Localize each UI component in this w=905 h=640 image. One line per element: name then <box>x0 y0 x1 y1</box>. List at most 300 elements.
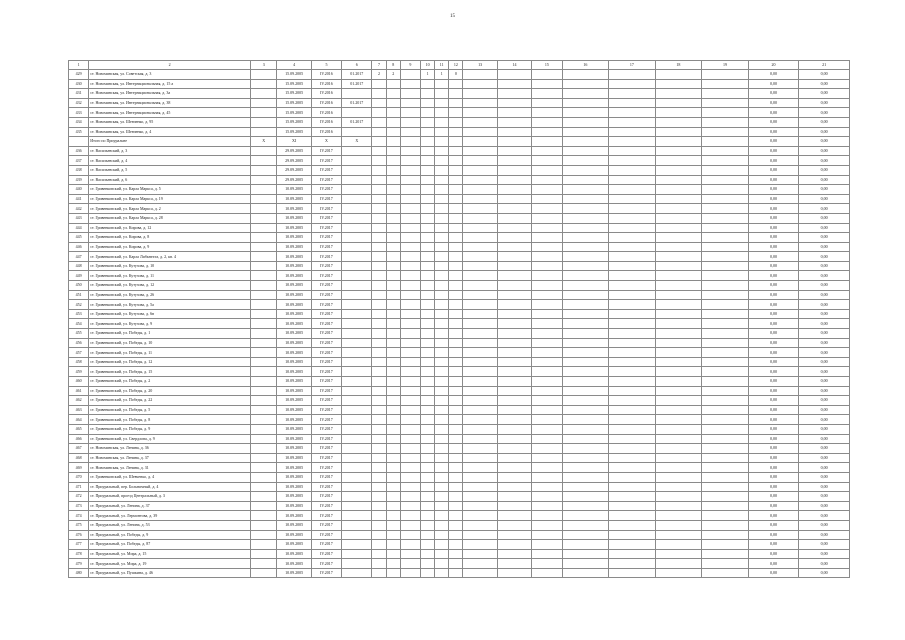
table-cell: IV.2017 <box>311 233 341 243</box>
table-cell <box>702 165 749 175</box>
table-cell: 0,00 <box>799 213 850 223</box>
table-cell <box>449 204 463 214</box>
table-cell <box>372 185 386 195</box>
table-cell <box>251 472 277 482</box>
table-cell <box>702 367 749 377</box>
table-cell <box>497 415 531 425</box>
table-cell <box>655 549 702 559</box>
table-cell: 0,00 <box>799 117 850 127</box>
table-cell <box>702 329 749 339</box>
table-cell <box>463 204 497 214</box>
table-cell <box>532 453 562 463</box>
table-cell <box>342 204 372 214</box>
table-cell <box>655 117 702 127</box>
table-cell <box>435 117 449 127</box>
table-cell <box>386 117 400 127</box>
table-row <box>69 329 850 339</box>
table-cell <box>609 194 656 204</box>
table-cell <box>342 319 372 329</box>
table-cell <box>655 127 702 137</box>
table-cell <box>609 146 656 156</box>
table-cell <box>372 309 386 319</box>
table-cell <box>435 271 449 281</box>
table-cell <box>463 396 497 406</box>
table-cell <box>609 415 656 425</box>
table-cell <box>449 348 463 358</box>
table-cell <box>342 348 372 358</box>
table-cell: 10.09.2005 <box>277 463 311 473</box>
table-cell: 0,00 <box>799 444 850 454</box>
table-cell <box>400 492 420 502</box>
table-cell: 0,00 <box>748 261 799 271</box>
table-cell: 439 <box>69 175 89 185</box>
table-row <box>69 300 850 310</box>
table-cell: 460 <box>69 377 89 387</box>
table-cell <box>463 424 497 434</box>
table-cell <box>435 472 449 482</box>
table-cell <box>562 444 609 454</box>
table-cell <box>562 79 609 89</box>
table-cell <box>400 252 420 262</box>
table-cell <box>420 252 434 262</box>
table-cell <box>655 568 702 578</box>
table-cell <box>342 271 372 281</box>
table-cell: 2 <box>386 70 400 80</box>
table-cell: ст. Приуральный, ул. Победы, д. 87 <box>89 540 251 550</box>
table-cell <box>251 463 277 473</box>
table-cell: 10.09.2005 <box>277 559 311 569</box>
table-cell <box>400 453 420 463</box>
table-cell <box>342 290 372 300</box>
table-cell <box>386 213 400 223</box>
table-cell <box>372 492 386 502</box>
table-cell <box>463 405 497 415</box>
table-cell: 0,00 <box>748 472 799 482</box>
table-cell <box>497 444 531 454</box>
table-cell <box>463 98 497 108</box>
table-cell <box>386 415 400 425</box>
table-cell <box>497 463 531 473</box>
table-cell <box>420 223 434 233</box>
table-cell: 15.09.2005 <box>277 79 311 89</box>
table-cell: 0,00 <box>748 233 799 243</box>
table-cell <box>463 281 497 291</box>
table-cell <box>400 444 420 454</box>
table-cell <box>435 146 449 156</box>
table-cell <box>655 242 702 252</box>
table-cell <box>251 329 277 339</box>
table-cell <box>702 386 749 396</box>
table-cell <box>449 252 463 262</box>
table-row <box>69 568 850 578</box>
column-header: 19 <box>702 61 749 70</box>
table-cell <box>251 242 277 252</box>
table-cell <box>372 549 386 559</box>
table-cell <box>497 377 531 387</box>
table-cell: 0,00 <box>748 424 799 434</box>
table-cell <box>562 309 609 319</box>
table-cell <box>400 530 420 540</box>
table-cell <box>420 386 434 396</box>
table-cell <box>497 204 531 214</box>
table-cell: 0,00 <box>799 329 850 339</box>
table-row <box>69 127 850 137</box>
table-cell <box>463 559 497 569</box>
table-cell <box>532 117 562 127</box>
table-cell: 473 <box>69 501 89 511</box>
table-cell: 0,00 <box>799 530 850 540</box>
table-cell <box>251 434 277 444</box>
table-cell <box>400 463 420 473</box>
table-cell: 456 <box>69 338 89 348</box>
table-cell: 10.09.2005 <box>277 501 311 511</box>
register-table <box>68 60 850 578</box>
table-cell <box>400 137 420 147</box>
table-cell <box>400 338 420 348</box>
table-cell <box>435 424 449 434</box>
table-cell <box>497 194 531 204</box>
table-cell <box>386 89 400 99</box>
table-cell <box>386 568 400 578</box>
table-cell: IV.2017 <box>311 540 341 550</box>
table-cell <box>342 530 372 540</box>
table-cell <box>386 290 400 300</box>
table-cell <box>702 559 749 569</box>
table-cell: 470 <box>69 472 89 482</box>
table-cell <box>386 463 400 473</box>
table-cell <box>609 300 656 310</box>
table-cell <box>562 108 609 118</box>
table-cell <box>702 213 749 223</box>
table-cell <box>251 568 277 578</box>
table-cell <box>702 319 749 329</box>
table-cell: IV.2017 <box>311 434 341 444</box>
table-cell <box>342 223 372 233</box>
table-cell <box>435 108 449 118</box>
table-cell <box>655 300 702 310</box>
table-cell <box>400 482 420 492</box>
table-cell <box>251 233 277 243</box>
table-cell <box>702 492 749 502</box>
table-cell: ст. Гривенковский, ул. Карла Маркса, д. 28 <box>89 213 251 223</box>
table-cell: 454 <box>69 319 89 329</box>
table-cell <box>449 396 463 406</box>
table-cell <box>497 213 531 223</box>
table-cell <box>420 396 434 406</box>
table-cell <box>386 156 400 166</box>
table-cell: 29.09.2005 <box>277 156 311 166</box>
table-cell <box>372 559 386 569</box>
table-cell <box>420 453 434 463</box>
table-cell <box>420 520 434 530</box>
table-row <box>69 204 850 214</box>
table-cell <box>400 434 420 444</box>
table-cell <box>435 520 449 530</box>
table-cell <box>386 434 400 444</box>
table-row <box>69 137 850 147</box>
table-cell <box>562 156 609 166</box>
table-cell <box>420 233 434 243</box>
table-cell <box>420 261 434 271</box>
table-cell <box>463 213 497 223</box>
table-cell: 2 <box>372 70 386 80</box>
table-cell <box>420 309 434 319</box>
table-cell <box>562 117 609 127</box>
table-cell <box>532 540 562 550</box>
table-cell <box>609 108 656 118</box>
table-cell <box>400 261 420 271</box>
table-cell: 0,00 <box>799 165 850 175</box>
table-cell <box>449 453 463 463</box>
table-row <box>69 530 850 540</box>
table-cell <box>386 271 400 281</box>
table-cell <box>562 271 609 281</box>
table-row <box>69 185 850 195</box>
table-cell <box>655 233 702 243</box>
table-cell <box>463 568 497 578</box>
table-cell <box>702 127 749 137</box>
table-cell: ст. Гривенковский, ул. Карла Маркса, д. 5 <box>89 185 251 195</box>
table-row <box>69 377 850 387</box>
table-cell <box>702 472 749 482</box>
table-cell <box>372 98 386 108</box>
table-cell <box>420 89 434 99</box>
table-cell <box>463 300 497 310</box>
table-cell <box>655 89 702 99</box>
table-cell <box>562 233 609 243</box>
table-cell <box>463 261 497 271</box>
table-cell <box>562 329 609 339</box>
table-cell: 449 <box>69 271 89 281</box>
table-cell: IV.2017 <box>311 453 341 463</box>
table-cell: 479 <box>69 559 89 569</box>
table-cell: 10.09.2005 <box>277 568 311 578</box>
table-cell <box>435 348 449 358</box>
table-cell <box>372 540 386 550</box>
table-cell <box>702 117 749 127</box>
table-cell <box>386 194 400 204</box>
table-cell <box>342 300 372 310</box>
table-row <box>69 98 850 108</box>
table-cell: IV.2017 <box>311 223 341 233</box>
table-cell: ст. Гривенковский, ул. Карла Маркса, д. 19 <box>89 194 251 204</box>
table-cell <box>342 108 372 118</box>
table-cell <box>449 530 463 540</box>
table-cell <box>372 127 386 137</box>
column-header: 21 <box>799 61 850 70</box>
table-row <box>69 89 850 99</box>
table-cell: 01.2017 <box>342 79 372 89</box>
table-cell: 0,00 <box>799 127 850 137</box>
column-header: 15 <box>532 61 562 70</box>
table-cell <box>562 530 609 540</box>
table-cell <box>420 568 434 578</box>
table-cell <box>655 309 702 319</box>
table-cell <box>435 415 449 425</box>
table-cell: IV.2017 <box>311 146 341 156</box>
table-cell <box>386 175 400 185</box>
table-cell: 0,00 <box>748 242 799 252</box>
table-cell <box>497 252 531 262</box>
table-cell <box>420 348 434 358</box>
table-cell <box>655 559 702 569</box>
table-cell <box>532 559 562 569</box>
table-cell <box>251 386 277 396</box>
table-cell: 0,00 <box>799 98 850 108</box>
table-cell: IV.2016 <box>311 117 341 127</box>
table-cell <box>532 377 562 387</box>
table-cell: 0,00 <box>748 194 799 204</box>
table-cell <box>532 357 562 367</box>
table-row <box>69 175 850 185</box>
table-cell: ст. Васильевский, д. 5 <box>89 165 251 175</box>
table-cell <box>342 511 372 521</box>
table-cell <box>435 463 449 473</box>
table-cell: 10.09.2005 <box>277 520 311 530</box>
table-cell: ст. Гривенковский, ул. Кутузова, д. 9 <box>89 319 251 329</box>
table-cell <box>435 357 449 367</box>
table-cell <box>400 348 420 358</box>
table-cell <box>420 156 434 166</box>
table-cell <box>655 108 702 118</box>
table-cell: IV.2016 <box>311 98 341 108</box>
table-cell <box>449 89 463 99</box>
table-cell <box>400 79 420 89</box>
table-cell <box>251 281 277 291</box>
table-cell <box>463 415 497 425</box>
table-cell: 0,00 <box>799 501 850 511</box>
table-cell <box>532 386 562 396</box>
table-cell: IV.2017 <box>311 281 341 291</box>
table-cell <box>372 271 386 281</box>
table-cell <box>435 377 449 387</box>
table-cell <box>420 472 434 482</box>
table-cell <box>609 175 656 185</box>
table-cell <box>562 127 609 137</box>
table-cell <box>532 415 562 425</box>
table-cell <box>400 511 420 521</box>
table-cell <box>702 79 749 89</box>
table-cell <box>342 415 372 425</box>
table-cell <box>342 146 372 156</box>
table-cell: ст. Приуральный, пер. Больничный, д. 4 <box>89 482 251 492</box>
table-cell: IV.2017 <box>311 329 341 339</box>
table-cell <box>435 434 449 444</box>
table-cell <box>609 156 656 166</box>
table-cell: 0,00 <box>748 89 799 99</box>
table-cell: 459 <box>69 367 89 377</box>
table-cell <box>251 175 277 185</box>
table-cell <box>532 137 562 147</box>
table-cell <box>463 434 497 444</box>
table-cell <box>702 271 749 281</box>
table-cell <box>562 367 609 377</box>
table-cell <box>449 213 463 223</box>
table-cell <box>562 520 609 530</box>
table-cell <box>435 396 449 406</box>
table-cell: ст. Гривенковский, ул. Кутузова, д. 12 <box>89 281 251 291</box>
table-cell: IV.2017 <box>311 213 341 223</box>
table-cell <box>562 348 609 358</box>
table-cell <box>449 492 463 502</box>
table-cell <box>400 415 420 425</box>
table-cell: 10.09.2005 <box>277 233 311 243</box>
table-cell: IV.2017 <box>311 530 341 540</box>
table-cell <box>655 424 702 434</box>
table-cell: 0,00 <box>748 165 799 175</box>
table-cell <box>609 309 656 319</box>
table-cell <box>562 194 609 204</box>
table-cell <box>435 540 449 550</box>
table-cell: ст. Васильевский, д. 6 <box>89 175 251 185</box>
column-header: 20 <box>748 61 799 70</box>
table-cell: 0,00 <box>799 463 850 473</box>
table-cell <box>251 319 277 329</box>
table-row <box>69 79 850 89</box>
table-cell <box>342 377 372 387</box>
table-cell <box>497 348 531 358</box>
table-cell: 0,00 <box>748 463 799 473</box>
table-cell <box>449 319 463 329</box>
table-row <box>69 290 850 300</box>
table-cell: 0,00 <box>799 520 850 530</box>
table-cell <box>449 242 463 252</box>
table-cell <box>532 223 562 233</box>
table-cell: 443 <box>69 213 89 223</box>
table-cell <box>435 79 449 89</box>
table-cell <box>497 89 531 99</box>
table-row <box>69 108 850 118</box>
table-cell <box>251 338 277 348</box>
table-cell <box>497 290 531 300</box>
table-cell: 0,00 <box>748 492 799 502</box>
table-cell <box>562 492 609 502</box>
table-cell <box>463 329 497 339</box>
table-row <box>69 559 850 569</box>
table-cell: 0,00 <box>799 367 850 377</box>
table-cell <box>251 98 277 108</box>
table-cell <box>342 233 372 243</box>
table-cell <box>532 367 562 377</box>
table-cell <box>562 405 609 415</box>
table-cell: ст. Гривенковский, ул. Кутузова, д. 6в <box>89 309 251 319</box>
table-cell <box>400 175 420 185</box>
table-cell <box>562 472 609 482</box>
table-cell <box>609 434 656 444</box>
table-cell <box>449 156 463 166</box>
table-cell <box>655 348 702 358</box>
table-cell <box>655 146 702 156</box>
table-cell <box>463 367 497 377</box>
table-cell <box>702 463 749 473</box>
table-cell <box>251 367 277 377</box>
table-cell <box>655 530 702 540</box>
table-cell <box>372 146 386 156</box>
table-cell: IV.2017 <box>311 309 341 319</box>
table-cell: 451 <box>69 290 89 300</box>
table-cell: ст. Новоминская, ул. Интернациональная, д. 38 <box>89 98 251 108</box>
table-cell <box>532 281 562 291</box>
table-cell: 438 <box>69 165 89 175</box>
table-row <box>69 540 850 550</box>
table-cell: 0,00 <box>748 434 799 444</box>
table-cell: 463 <box>69 405 89 415</box>
table-cell: 0,00 <box>748 108 799 118</box>
table-cell <box>655 463 702 473</box>
table-cell <box>655 377 702 387</box>
table-cell: IV.2016 <box>311 108 341 118</box>
table-cell <box>655 261 702 271</box>
